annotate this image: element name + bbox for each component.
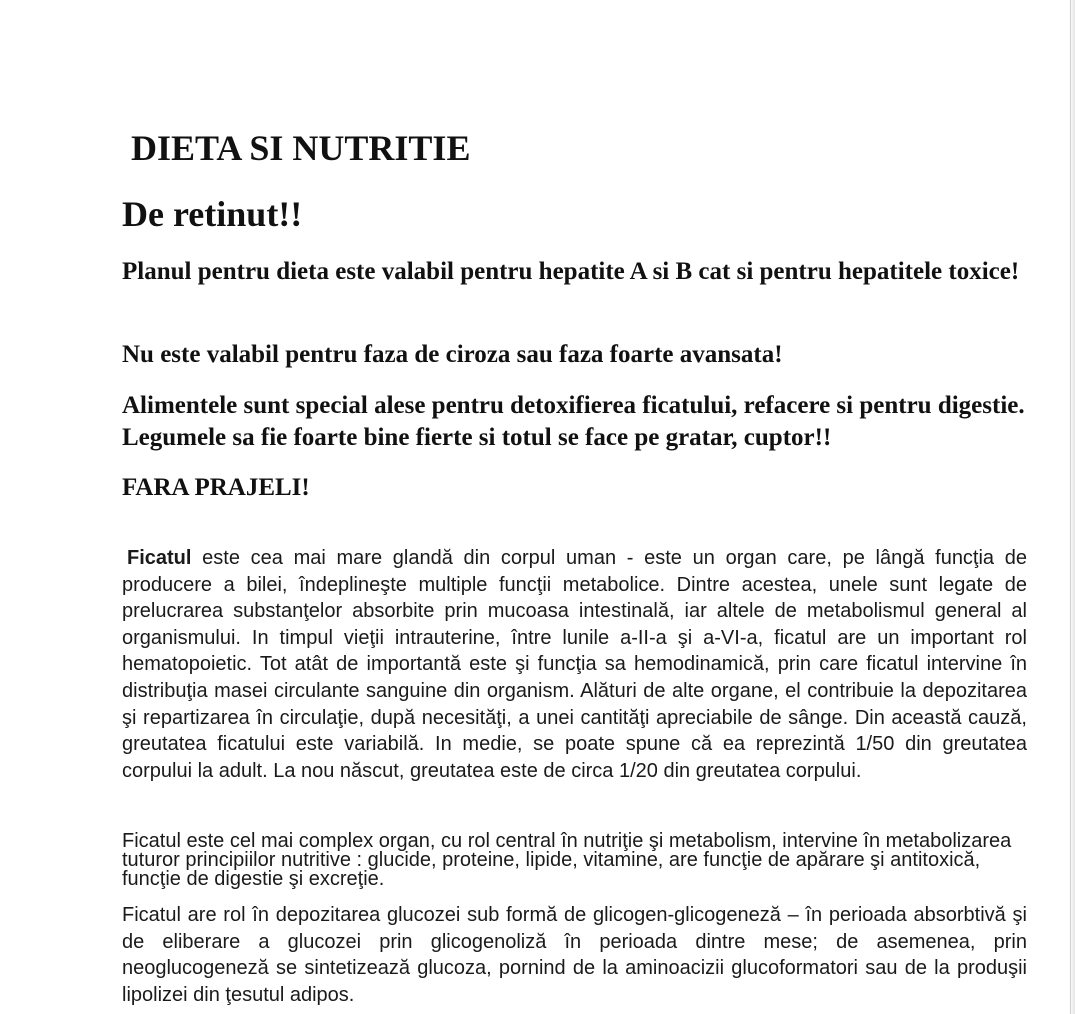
note-no-frying: FARA PRAJELI! bbox=[122, 474, 310, 501]
note-food-preparation: Alimentele sunt special alese pentru detoxifierea ficatului, refacere si pentru digestie. Legumele sa fie foarte bine fierte si totul se face pe gratar, cuptor!! bbox=[122, 392, 1025, 451]
page-edge-line bbox=[1070, 0, 1071, 1014]
document-title: DIETA SI NUTRITIE bbox=[131, 128, 471, 168]
liver-storage-paragraph: Ficatul are rol în depozitarea glucozei sub formă de glicogen-glicogeneză – în perioada absorbtivă şi de eliberare a glucozei prin glicogenoliză în perioada dintre mese; de asemenea, prin neoglucogeneză se sintetizează glucoza, pornind de la aminoacizii glucoformatori sau de la produşii lipolizei din ţesutul adipos. bbox=[122, 904, 1027, 1006]
liver-intro-text: este cea mai mare glandă din corpul uman - este un organ care, pe lângă funcţia de producere a bilei, îndeplineşte multiple funcţii metabolice. Dintre acestea, unele sunt legate de prelucrarea substanţelor absorbite prin mucoasa intestinală, iar altele de metabolismul general al organismului. In timpul vieţii intrauterine, între lunile a-II-a şi a-VI-a, ficatul are un important rol hematopoietic. Tot atât de importantă este şi funcţia sa hemodinamică, prin care ficatul intervine în distribuţia masei circulante sanguine din organism. Alături de alte organe, el contribuie la depozitarea şi repartizarea în circulaţie, după necesităţi, a unei cantităţi apreciabile de sânge. Din această cauză, greutatea ficatului este variabilă. In medie, se poate spune că ea reprezintă 1/50 din greutatea corpului la adult. La nou născut, greutatea este de circa 1/20 din greutatea corpului. bbox=[122, 547, 1027, 782]
liver-intro-paragraph bbox=[122, 545, 1027, 784]
liver-intro-lead: Ficatul bbox=[127, 547, 192, 569]
document-subtitle: De retinut!! bbox=[122, 194, 303, 234]
note-hepatitis-applicability: Planul pentru dieta este valabil pentru hepatite A si B cat si pentru hepatitele toxice! bbox=[122, 258, 1020, 285]
liver-complex-paragraph: Ficatul este cel mai complex organ, cu rol central în nutriţie şi metabolism, intervine în metabolizarea tuturor principiilor nutritive : glucide, proteine, lipide, vitamine, are funcţie de apărare şi antitoxică, funcţie de digestie şi excreţie. bbox=[122, 830, 1012, 890]
note-cirrhosis-exclusion: Nu este valabil pentru faza de ciroza sau faza foarte avansata! bbox=[122, 341, 783, 368]
